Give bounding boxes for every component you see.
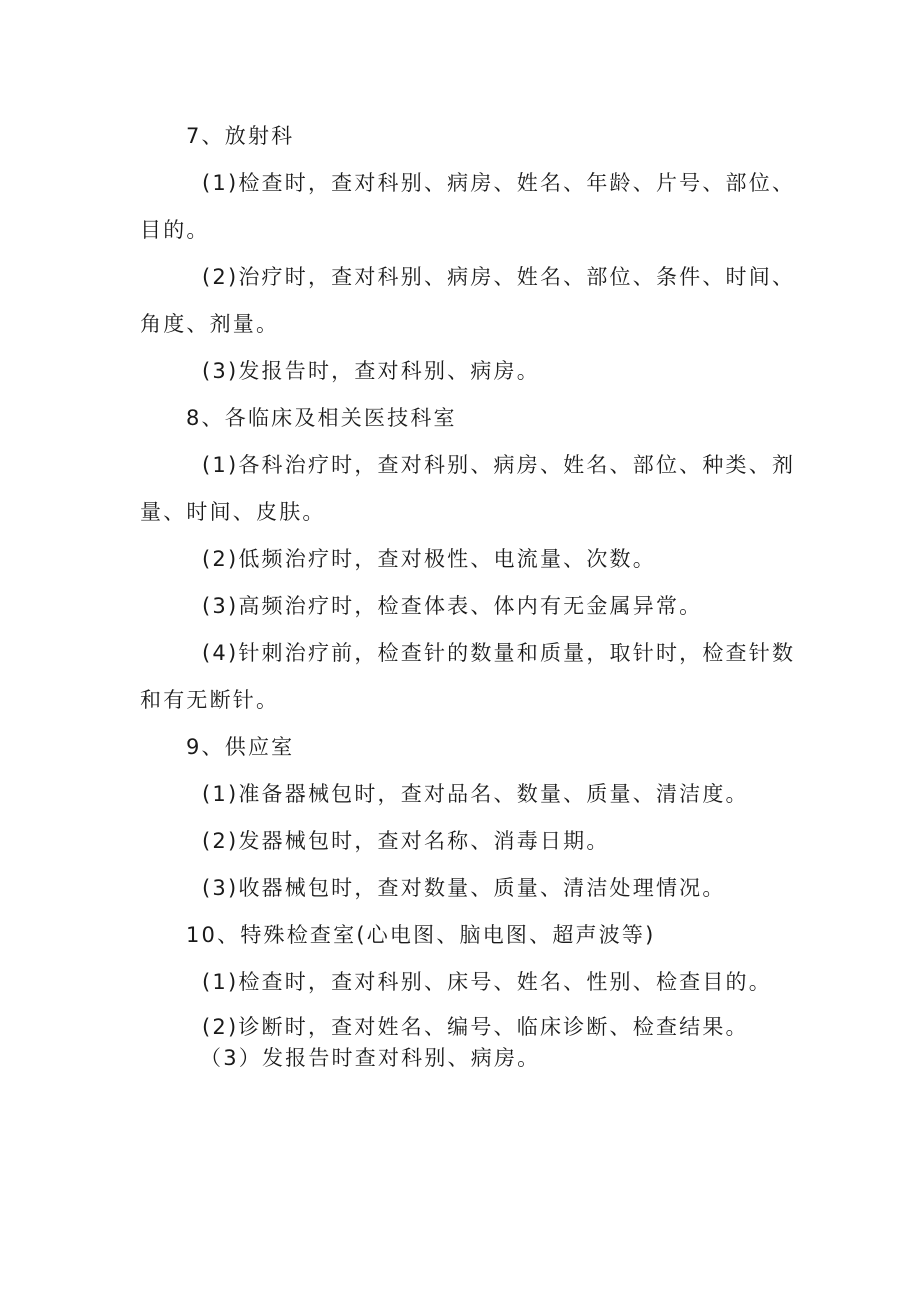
list-item: (3)高频治疗时，检查体表、体内有无金属异常。	[202, 594, 703, 618]
section-heading-clinical-departments: 8、各临床及相关医技科室	[186, 406, 457, 430]
list-item: (3)收器械包时，查对数量、质量、清洁处理情况。	[202, 876, 726, 900]
list-item: (2)诊断时，查对姓名、编号、临床诊断、检查结果。	[202, 1015, 749, 1039]
list-item: (1)各科治疗时，查对科别、病房、姓名、部位、种类、剂量、时间、皮肤。	[140, 453, 796, 524]
section-heading-radiology: 7、放射科	[186, 124, 295, 148]
section-heading-special-exam-room: 10、特殊检查室(心电图、脑电图、超声波等)	[186, 923, 656, 947]
list-item: (1)检查时，查对科别、床号、姓名、性别、检查目的。	[202, 970, 772, 994]
list-item: (1)准备器械包时，查对品名、数量、质量、清洁度。	[202, 782, 749, 806]
list-item: (4)针刺治疗前，检查针的数量和质量，取针时，检查针数和有无断针。	[140, 641, 796, 712]
list-item: (2)低频治疗时，查对极性、电流量、次数。	[202, 547, 656, 571]
list-item: （3）发报告时查对科别、病房。	[200, 1046, 541, 1070]
list-item: (1)检查时，查对科别、病房、姓名、年龄、片号、部位、目的。	[140, 171, 796, 242]
document-body	[140, 113, 810, 1073]
list-item: (3)发报告时，查对科别、病房。	[202, 359, 540, 383]
section-heading-supply-room: 9、供应室	[186, 735, 295, 759]
list-item: (2)治疗时，查对科别、病房、姓名、部位、条件、时间、角度、剂量。	[140, 265, 796, 336]
list-item: (2)发器械包时，查对名称、消毒日期。	[202, 829, 610, 853]
